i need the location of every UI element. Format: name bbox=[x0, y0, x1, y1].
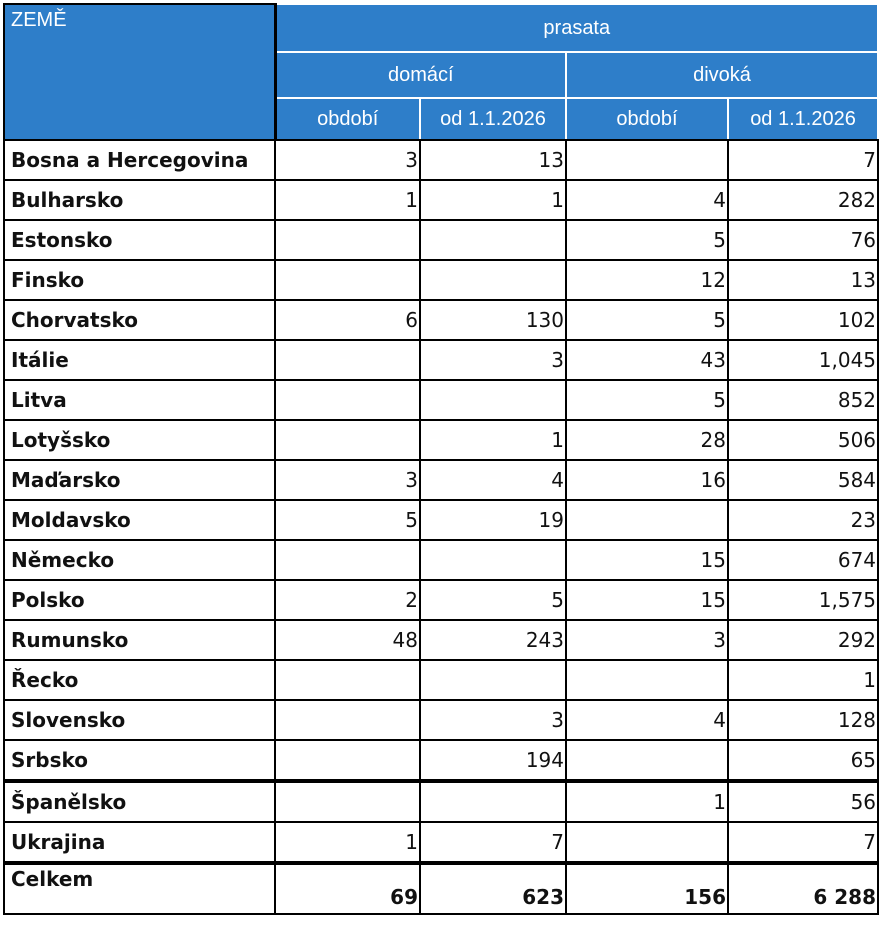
table-row bbox=[4, 260, 878, 300]
domestic-ytd-cell bbox=[420, 540, 566, 580]
country-cell: Lotyšsko bbox=[4, 420, 275, 460]
table-row bbox=[4, 420, 878, 460]
domestic-period-cell: 1 bbox=[275, 822, 420, 863]
table-row bbox=[4, 500, 878, 540]
domestic-period-cell bbox=[275, 540, 420, 580]
country-cell: Rumunsko bbox=[4, 620, 275, 660]
wild-ytd-cell: 852 bbox=[728, 380, 878, 420]
wild-ytd-cell: 1 bbox=[728, 660, 878, 700]
wild-period-cell bbox=[566, 660, 728, 700]
wild-period-cell: 28 bbox=[566, 420, 728, 460]
domestic-period-cell bbox=[275, 420, 420, 460]
wild-ytd-cell: 506 bbox=[728, 420, 878, 460]
wild-subgroup-header: divoká bbox=[566, 52, 878, 98]
country-cell: Srbsko bbox=[4, 740, 275, 781]
domestic-ytd-cell: 3 bbox=[420, 700, 566, 740]
wild-ytd-cell: 76 bbox=[728, 220, 878, 260]
wild-period-header: období bbox=[566, 98, 728, 140]
country-cell: Bosna a Hercegovina bbox=[4, 140, 275, 180]
total-domestic-period-cell: 69 bbox=[275, 863, 420, 914]
domestic-ytd-cell bbox=[420, 781, 566, 822]
domestic-period-cell bbox=[275, 740, 420, 781]
country-cell: Německo bbox=[4, 540, 275, 580]
wild-period-cell: 12 bbox=[566, 260, 728, 300]
domestic-ytd-cell: 243 bbox=[420, 620, 566, 660]
wild-period-cell: 16 bbox=[566, 460, 728, 500]
domestic-ytd-cell bbox=[420, 380, 566, 420]
table-row bbox=[4, 822, 878, 863]
total-domestic-ytd-cell: 623 bbox=[420, 863, 566, 914]
country-cell: Estonsko bbox=[4, 220, 275, 260]
table-row bbox=[4, 781, 878, 822]
wild-period-cell: 15 bbox=[566, 580, 728, 620]
country-cell: Maďarsko bbox=[4, 460, 275, 500]
wild-period-cell: 5 bbox=[566, 220, 728, 260]
domestic-ytd-cell: 130 bbox=[420, 300, 566, 340]
domestic-period-cell bbox=[275, 380, 420, 420]
table-row bbox=[4, 740, 878, 781]
wild-period-cell: 1 bbox=[566, 781, 728, 822]
domestic-ytd-cell bbox=[420, 660, 566, 700]
wild-ytd-cell: 128 bbox=[728, 700, 878, 740]
country-cell: Itálie bbox=[4, 340, 275, 380]
domestic-ytd-cell: 194 bbox=[420, 740, 566, 781]
wild-ytd-cell: 292 bbox=[728, 620, 878, 660]
table-row bbox=[4, 180, 878, 220]
wild-ytd-header: od 1.1.2026 bbox=[728, 98, 878, 140]
domestic-period-cell: 2 bbox=[275, 580, 420, 620]
domestic-period-cell bbox=[275, 781, 420, 822]
domestic-period-cell: 6 bbox=[275, 300, 420, 340]
wild-ytd-cell: 23 bbox=[728, 500, 878, 540]
domestic-ytd-cell: 13 bbox=[420, 140, 566, 180]
domestic-ytd-cell: 19 bbox=[420, 500, 566, 540]
domestic-period-cell bbox=[275, 700, 420, 740]
country-cell: Španělsko bbox=[4, 781, 275, 822]
wild-ytd-cell: 1,575 bbox=[728, 580, 878, 620]
domestic-period-cell: 3 bbox=[275, 460, 420, 500]
wild-ytd-cell: 56 bbox=[728, 781, 878, 822]
country-cell: Polsko bbox=[4, 580, 275, 620]
table-row bbox=[4, 300, 878, 340]
domestic-ytd-cell: 1 bbox=[420, 180, 566, 220]
domestic-period-cell: 48 bbox=[275, 620, 420, 660]
domestic-ytd-cell bbox=[420, 260, 566, 300]
domestic-ytd-header: od 1.1.2026 bbox=[420, 98, 566, 140]
country-cell: Slovensko bbox=[4, 700, 275, 740]
domestic-period-cell: 1 bbox=[275, 180, 420, 220]
wild-period-cell: 15 bbox=[566, 540, 728, 580]
wild-period-cell bbox=[566, 822, 728, 863]
domestic-ytd-cell: 1 bbox=[420, 420, 566, 460]
domestic-ytd-cell: 7 bbox=[420, 822, 566, 863]
asf-cases-table bbox=[3, 3, 879, 915]
country-cell: Litva bbox=[4, 380, 275, 420]
table-row bbox=[4, 460, 878, 500]
wild-ytd-cell: 584 bbox=[728, 460, 878, 500]
total-label: Celkem bbox=[4, 863, 275, 914]
wild-period-cell: 5 bbox=[566, 300, 728, 340]
wild-ytd-cell: 1,045 bbox=[728, 340, 878, 380]
domestic-period-cell bbox=[275, 260, 420, 300]
country-cell: Finsko bbox=[4, 260, 275, 300]
table-row bbox=[4, 540, 878, 580]
wild-period-cell: 5 bbox=[566, 380, 728, 420]
wild-period-cell: 43 bbox=[566, 340, 728, 380]
total-row bbox=[4, 863, 878, 914]
table-row bbox=[4, 340, 878, 380]
country-cell: Bulharsko bbox=[4, 180, 275, 220]
table-row bbox=[4, 220, 878, 260]
wild-period-cell: 4 bbox=[566, 700, 728, 740]
pigs-group-header: prasata bbox=[275, 4, 878, 52]
domestic-period-cell bbox=[275, 340, 420, 380]
domestic-ytd-cell: 3 bbox=[420, 340, 566, 380]
country-cell: Ukrajina bbox=[4, 822, 275, 863]
wild-ytd-cell: 282 bbox=[728, 180, 878, 220]
wild-ytd-cell: 65 bbox=[728, 740, 878, 781]
domestic-period-header: období bbox=[275, 98, 420, 140]
wild-period-cell bbox=[566, 500, 728, 540]
country-cell: Chorvatsko bbox=[4, 300, 275, 340]
table-row bbox=[4, 380, 878, 420]
country-cell: Řecko bbox=[4, 660, 275, 700]
domestic-ytd-cell bbox=[420, 220, 566, 260]
wild-period-cell: 4 bbox=[566, 180, 728, 220]
domestic-subgroup-header: domácí bbox=[275, 52, 566, 98]
table-header bbox=[4, 4, 878, 140]
domestic-period-cell bbox=[275, 220, 420, 260]
wild-ytd-cell: 7 bbox=[728, 822, 878, 863]
table-row bbox=[4, 580, 878, 620]
wild-period-cell: 3 bbox=[566, 620, 728, 660]
wild-ytd-cell: 674 bbox=[728, 540, 878, 580]
table-row bbox=[4, 700, 878, 740]
table-row bbox=[4, 660, 878, 700]
domestic-period-cell bbox=[275, 660, 420, 700]
wild-period-cell bbox=[566, 740, 728, 781]
country-column-header: ZEMĚ bbox=[4, 4, 275, 140]
domestic-ytd-cell: 5 bbox=[420, 580, 566, 620]
wild-period-cell bbox=[566, 140, 728, 180]
table-row bbox=[4, 140, 878, 180]
domestic-period-cell: 3 bbox=[275, 140, 420, 180]
total-wild-period-cell: 156 bbox=[566, 863, 728, 914]
wild-ytd-cell: 102 bbox=[728, 300, 878, 340]
table-body bbox=[4, 140, 878, 914]
domestic-period-cell: 5 bbox=[275, 500, 420, 540]
wild-ytd-cell: 13 bbox=[728, 260, 878, 300]
wild-ytd-cell: 7 bbox=[728, 140, 878, 180]
total-wild-ytd-cell: 6 288 bbox=[728, 863, 878, 914]
country-cell: Moldavsko bbox=[4, 500, 275, 540]
table-row bbox=[4, 620, 878, 660]
domestic-ytd-cell: 4 bbox=[420, 460, 566, 500]
